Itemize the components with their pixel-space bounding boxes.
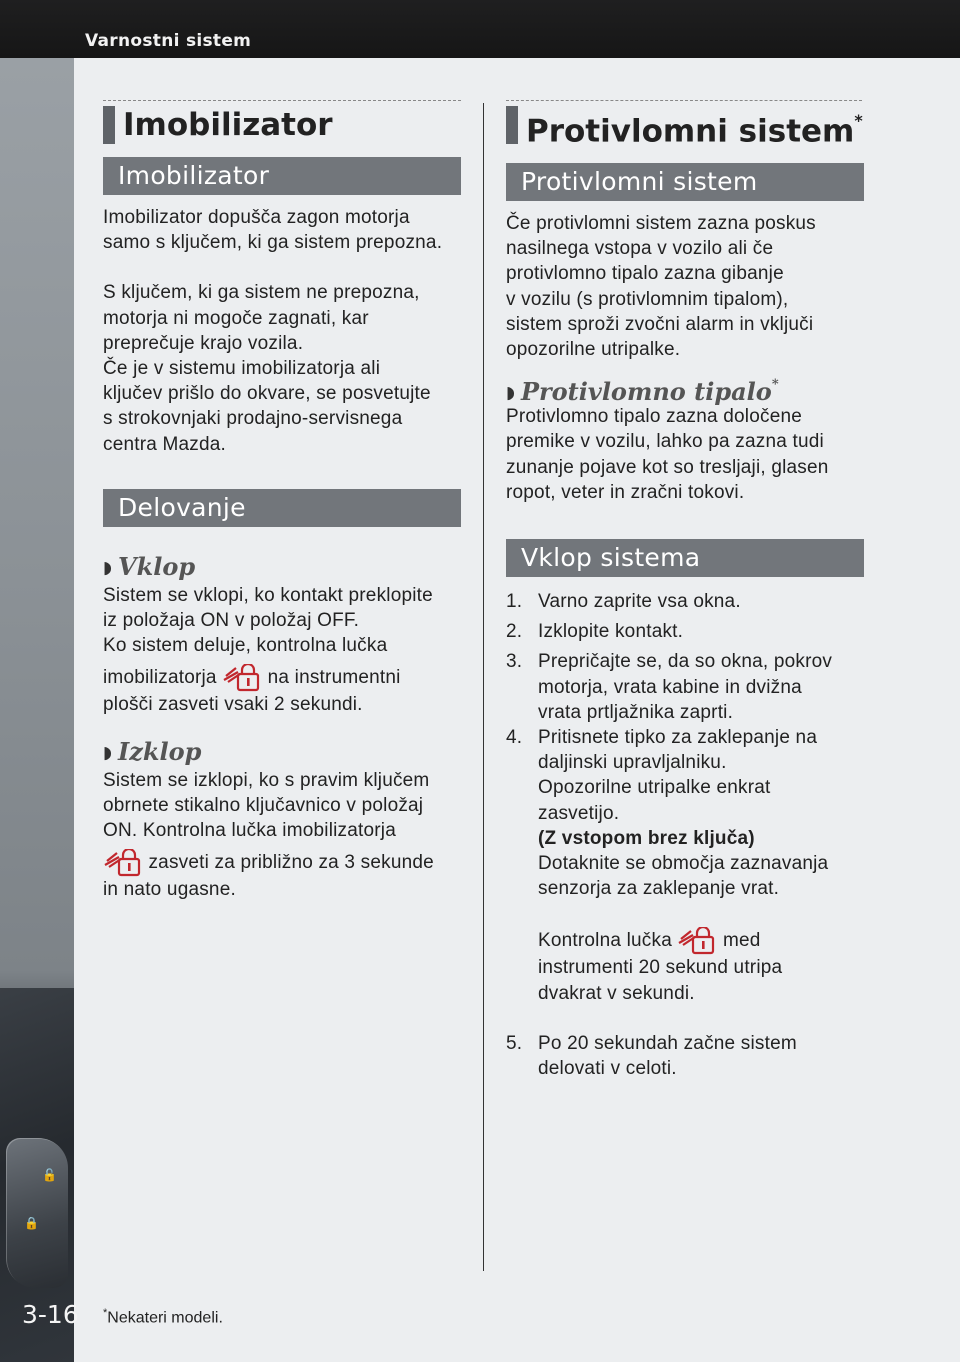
text-line: (Z vstopom brez ključa) <box>538 827 755 849</box>
paragraph <box>103 583 461 718</box>
left-column <box>103 100 461 902</box>
text-line: dvakrat v sekundi. <box>538 982 695 1004</box>
section-title: Delovanje <box>103 489 461 527</box>
subsection-title: ◗ Vklop <box>103 551 196 581</box>
text-line: Varno zaprite vsa okna. <box>538 591 741 613</box>
door-switch-image <box>6 1138 68 1288</box>
text-line: opozorilne utripalke. <box>506 339 681 361</box>
text-line: motorja, vrata kabine in dvižna <box>538 676 802 698</box>
text-line: ključev prišlo do okvare, se posvetujte <box>103 383 431 405</box>
text-line: zasveti za približno za 3 sekunde <box>103 849 461 877</box>
immobilizer-key-lock-icon <box>222 664 262 692</box>
text-line: Ko sistem deluje, kontrolna lučka <box>103 635 388 657</box>
text-line: daljinski upravljalniku. <box>538 752 727 774</box>
text-line: iz položaja ON v položaj OFF. <box>103 610 360 632</box>
text-line: Če protivlomni sistem zazna poskus <box>506 213 816 234</box>
text-line: nasilnega vstopa v vozilo ali če <box>506 238 774 260</box>
text-line: Po 20 sekundah začne sistem <box>538 1032 797 1054</box>
chapter-title: Protivlomni sistem* <box>506 103 864 145</box>
section-triangle-icon: ◗ <box>506 383 515 404</box>
page-header <box>0 0 960 58</box>
text-line: instrumenti 20 sekund utripa <box>538 957 783 979</box>
list-item: 3. Prepričajte se, da so okna, pokrov motorja, vrata kabine in dvižna vrata prtljažnika zaprti. <box>506 649 864 725</box>
list-item: 4. Pritisnete tipko za zaklepanje na daljinski upravljalniku. Opozorilne utripalke enkrat zasvetijo. (Z vstopom brez ključa) Dotaknite se območja zaznavanja senzorja za zaklepanje vrat. Kontrolna lučka med instrumenti 20 sekund utripa dvakrat v sekundi. <box>506 725 864 1006</box>
text-line: Dotaknite se območja zaznavanja <box>538 853 829 875</box>
section-title: Vklop sistema <box>506 539 864 577</box>
paragraph <box>506 211 864 362</box>
section-triangle-icon: ◗ <box>103 742 112 763</box>
text-line: imobilizatorja na instrumentni <box>103 664 461 692</box>
text-line: zunanje pojave kot so tresljaji, glasen <box>506 456 829 478</box>
text-line: protivlomno tipalo zazna gibanje <box>506 263 784 285</box>
paragraph <box>103 205 461 457</box>
footnote: *Nekateri modeli. <box>103 1307 223 1327</box>
list-item: 5. Po 20 sekundah začne sistem delovati v celoti. <box>506 1031 864 1081</box>
chapter-title: Imobilizator <box>103 103 461 145</box>
text-line: Sistem se vklopi, ko kontakt preklopite <box>103 584 433 606</box>
text-line: Če je v sistemu imobilizatorja ali <box>103 358 381 380</box>
steps-list <box>506 589 864 1081</box>
text-line: ropot, veter in zračni tokovi. <box>506 481 745 503</box>
door-lock-icon: 🔓 <box>42 1168 57 1182</box>
list-item: 2. Izklopite kontakt. <box>506 619 864 644</box>
page-number: 3-16 <box>22 1300 79 1329</box>
text-line: Imobilizator dopušča zagon motorja <box>103 207 410 228</box>
text-line: v vozilu (s protivlomnim tipalom), <box>506 288 789 310</box>
column-divider <box>483 103 484 1271</box>
text-line: preprečuje krajo vozila. <box>103 332 304 354</box>
text-line: Prepričajte se, da so okna, pokrov <box>538 651 833 673</box>
side-photo-strip <box>0 58 74 1362</box>
text-line: s strokovnjaki prodajno-servisnega <box>103 408 403 430</box>
text-line: plošči zasveti vsaki 2 sekundi. <box>103 694 363 716</box>
section-title: Imobilizator <box>103 157 461 195</box>
text-line: premike v vozilu, lahko pa zazna tudi <box>506 431 824 453</box>
subsection-title: ◗ Izklop <box>103 736 202 766</box>
paragraph <box>103 768 461 903</box>
immobilizer-key-lock-icon <box>677 927 717 955</box>
door-lock-icon: 🔒 <box>24 1216 39 1230</box>
text-line: ON. Kontrolna lučka imobilizatorja <box>103 820 396 842</box>
text-line: centra Mazda. <box>103 433 226 455</box>
text-line: Protivlomno tipalo zazna določene <box>506 406 802 428</box>
text-line: Izklopite kontakt. <box>538 621 684 643</box>
text-line: Opozorilne utripalke enkrat <box>538 777 771 799</box>
section-triangle-icon: ◗ <box>103 557 112 578</box>
text-line: Sistem se izklopi, ko s pravim ključem <box>103 769 430 791</box>
text-line: zasvetijo. <box>538 802 620 824</box>
paragraph <box>506 404 864 505</box>
text-line: delovati v celoti. <box>538 1058 677 1080</box>
text-line: senzorja za zaklepanje vrat. <box>538 878 780 900</box>
text-line: motorja ni mogoče zagnati, kar <box>103 307 369 329</box>
subsection-title: ◗ Protivlomno tipalo* <box>506 377 779 407</box>
text-line: sistem sproži zvočni alarm in vključi <box>506 313 814 335</box>
section-title: Protivlomni sistem <box>506 163 864 201</box>
text-line: Kontrolna lučka med <box>538 927 864 955</box>
text-line: obrnete stikalno ključavnico v položaj <box>103 794 424 816</box>
text-line: in nato ugasne. <box>103 879 236 901</box>
text-line: S ključem, ki ga sistem ne prepozna, <box>103 282 420 304</box>
list-item: 1. Varno zaprite vsa okna. <box>506 589 864 614</box>
right-column <box>506 100 864 1081</box>
text-line: samo s ključem, ki ga sistem prepozna. <box>103 232 443 254</box>
text-line: vrata prtljažnika zaprti. <box>538 701 734 723</box>
header-title: Varnostni sistem <box>85 31 252 51</box>
text-line: Pritisnete tipko za zaklepanje na <box>538 727 818 749</box>
immobilizer-key-lock-icon <box>103 849 143 877</box>
